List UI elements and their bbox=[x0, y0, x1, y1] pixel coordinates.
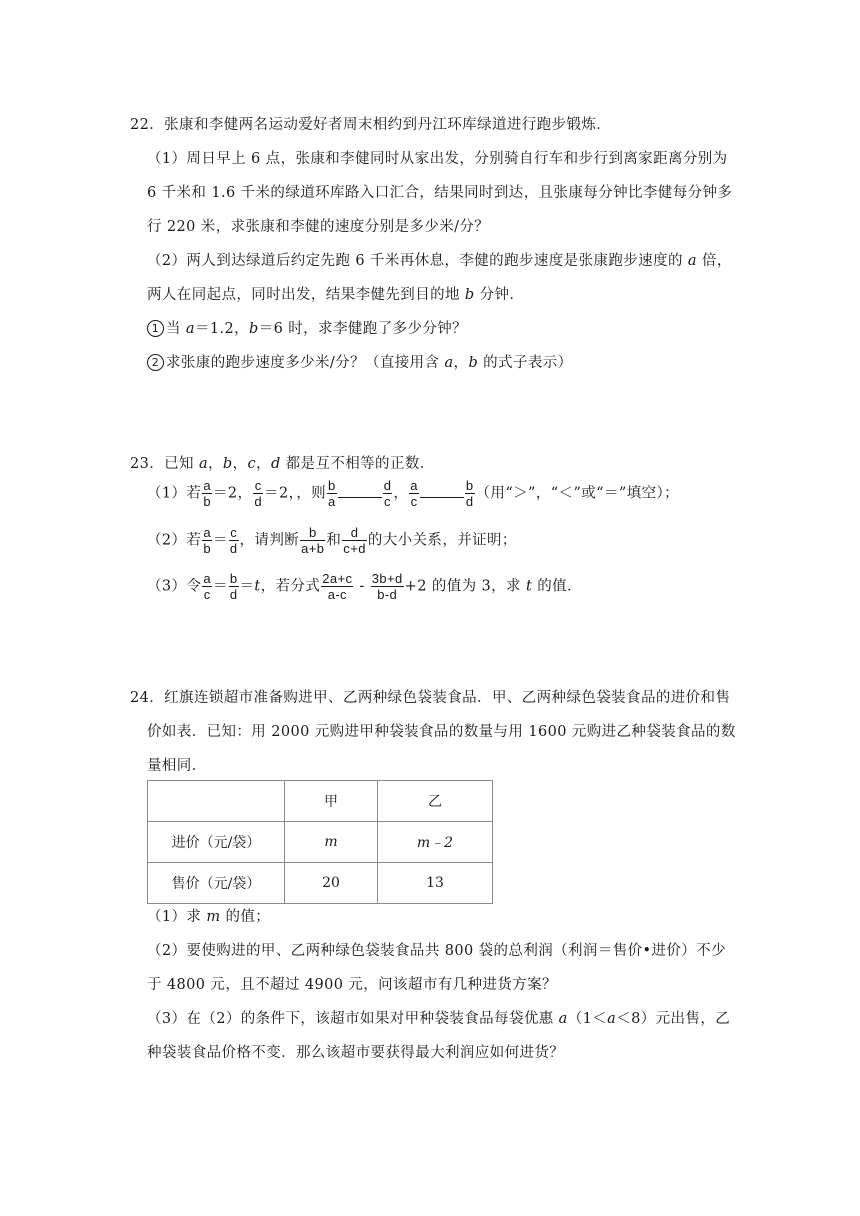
q22-sub2: 2 求张康的跑步速度多少米/分？（直接用含 a，b 的式子表示） bbox=[147, 351, 573, 372]
table-cell: m﹣2 bbox=[378, 822, 493, 863]
fraction: $\frac{3b+d}{b-d}$ bbox=[371, 571, 403, 602]
fraction: $\frac{b}{d}$ bbox=[229, 571, 238, 602]
table-header-yi: 乙 bbox=[378, 781, 493, 822]
q24-part3-line2: 种袋装食品价格不变．那么该超市要获得最大利润应如何进货？ bbox=[147, 1045, 565, 1061]
table-cell: 售价（元/袋） bbox=[148, 863, 285, 904]
fraction: $\frac{c}{d}$ bbox=[254, 478, 263, 509]
q24-part2-line1: （2）要使购进的甲、乙两种绿色袋装食品共 800 袋的总利润（利润＝售价•进价）不少 bbox=[147, 943, 726, 959]
table-row bbox=[148, 781, 493, 822]
q22-part2-line2: 两人在同起点，同时出发，结果李健先到目的地 b 分钟． bbox=[147, 287, 525, 303]
circled-number-2: 2 bbox=[147, 354, 164, 371]
fraction: $\frac{b}{d}$ bbox=[465, 478, 474, 509]
q22-part1-line2: 6 千米和 1.6 千米的绿道环库路入口汇合，结果同时到达，且张康每分钟比李健每分钟多 bbox=[147, 185, 733, 201]
q22-stem: 22．张康和李健两名运动爱好者周末相约到丹江环库绿道进行跑步锻炼． bbox=[130, 117, 612, 133]
fraction: $\frac{d}{c+d}$ bbox=[343, 525, 366, 556]
q22-part1-line3: 行 220 米，求张康和李健的速度分别是多少米/分？ bbox=[147, 219, 490, 235]
q22-part2-line1: （2）两人到达绿道后约定先跑 6 千米再休息，李健的跑步速度是张康跑步速度的 a 倍， bbox=[147, 253, 732, 269]
fraction: $\frac{a}{c}$ bbox=[410, 478, 418, 509]
table-cell: 13 bbox=[378, 863, 493, 904]
fraction: $\frac{a}{b}$ bbox=[203, 478, 211, 509]
fraction: $\frac{b}{a}$ bbox=[328, 478, 336, 509]
answer-blank[interactable] bbox=[420, 485, 464, 498]
q22-sub1: 1 当 a＝1.2，b＝6 时，求李健跑了多少分钟？ bbox=[147, 317, 467, 338]
q24-number: 24． bbox=[130, 690, 165, 706]
fraction: $\frac{a}{c}$ bbox=[203, 571, 211, 602]
table-cell bbox=[148, 781, 285, 822]
fraction: $\frac{d}{c}$ bbox=[383, 478, 392, 509]
answer-blank[interactable] bbox=[338, 485, 382, 498]
circled-number-1: 1 bbox=[147, 320, 164, 337]
table-cell: 20 bbox=[285, 863, 378, 904]
table-cell: m bbox=[285, 822, 378, 863]
q24-line2: 价如表．已知：用 2000 元购进甲种袋装食品的数量与用 1600 元购进乙种袋装食品的数 bbox=[147, 724, 736, 740]
table-header-jia: 甲 bbox=[285, 781, 378, 822]
q24-line1: 24．红旗连锁超市准备购进甲、乙两种绿色袋装食品．甲、乙两种绿色袋装食品的进价和售 bbox=[130, 690, 731, 706]
q24-part1: （1）求 m 的值； bbox=[147, 909, 271, 925]
q24-part2-line2: 于 4800 元，且不超过 4900 元，问该超市有几种进货方案？ bbox=[147, 977, 557, 993]
table-cell: 进价（元/袋） bbox=[148, 822, 285, 863]
fraction: $\frac{b}{a+b}$ bbox=[301, 525, 325, 556]
fraction: $\frac{a}{b}$ bbox=[203, 525, 211, 556]
q23-stem: 23．已知 a，b，c，d 都是互不相等的正数． bbox=[130, 456, 435, 472]
q24-line3: 量相同． bbox=[147, 758, 207, 774]
q23-number: 23． bbox=[130, 456, 165, 472]
price-table bbox=[147, 780, 493, 904]
fraction: $\frac{c}{d}$ bbox=[229, 525, 238, 556]
table-row bbox=[148, 863, 493, 904]
q22-number: 22． bbox=[130, 117, 165, 133]
q23-part2: （2）若 $\frac{a}{b}$ ＝ $\frac{c}{d}$ ，请判断 $\frac{b}{a+b}$ 和 $\frac{d}{c+d}$ 的大小关系，并证明； bbox=[147, 525, 517, 556]
q24-part3-line1: （3）在（2）的条件下，该超市如果对甲种袋装食品每袋优惠 a（1＜a＜8）元出售，乙 bbox=[147, 1011, 731, 1027]
q23-part1: （1）若 $\frac{a}{b}$ ＝2， $\frac{c}{d}$ ＝2，，则 $\frac{b}{a}$ $\frac{d}{c}$ ， $\frac{a}{c}$ $\frac{b}{d}$ （用“＞”，“＜”或“＝”填空）； bbox=[147, 478, 680, 509]
q23-part3: （3）令 $\frac{a}{c}$ ＝ $\frac{b}{d}$ ＝t，若分式 $\frac{2a+c}{a-c}$ - $\frac{3b+d}{b-d}$ +2 的值为 3，求 t 的值． bbox=[147, 571, 582, 602]
table-row bbox=[148, 822, 493, 863]
q22-part1-line1: （1）周日早上 6 点，张康和李健同时从家出发，分别骑自行车和步行到离家距离分别为 bbox=[147, 151, 728, 167]
fraction: $\frac{2a+c}{a-c}$ bbox=[322, 571, 353, 602]
